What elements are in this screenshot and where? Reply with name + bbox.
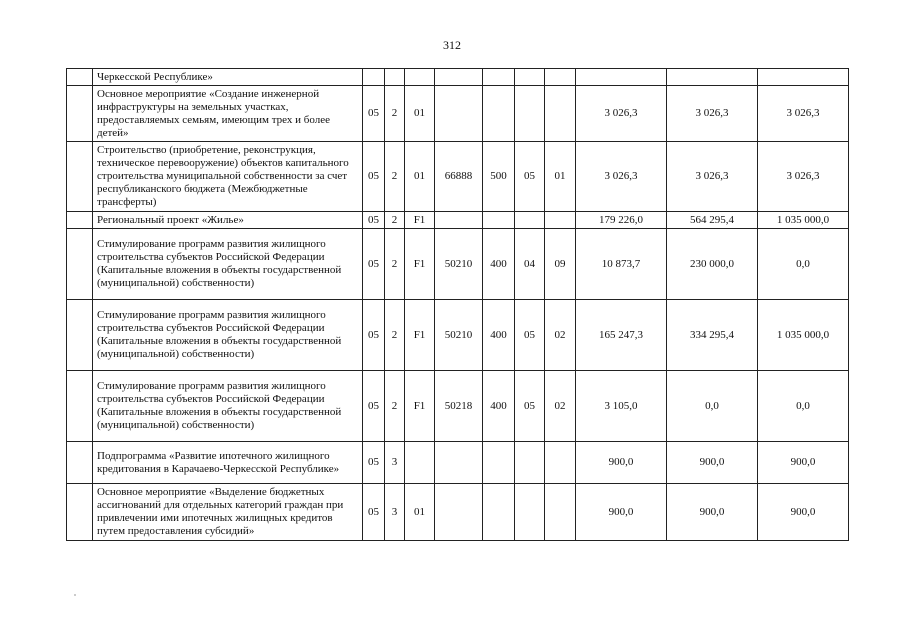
value-cell: 900,0 — [667, 484, 758, 541]
code-cell — [435, 212, 483, 229]
code-cell: 2 — [385, 229, 405, 300]
code-cell: 01 — [405, 86, 435, 142]
value-cell: 1 035 000,0 — [758, 212, 849, 229]
table-row — [67, 69, 849, 86]
row-number-cell — [67, 229, 93, 300]
value-cell — [576, 69, 667, 86]
code-cell — [363, 69, 385, 86]
name-cell: Основное мероприятие «Создание инженерной инфраструктуры на земельных участках, предоставляемых семьям, имеющим трех и более детей» — [93, 86, 363, 142]
code-cell: 400 — [483, 300, 515, 371]
code-cell: 400 — [483, 371, 515, 442]
value-cell — [758, 69, 849, 86]
code-cell — [405, 442, 435, 484]
table-row — [67, 142, 849, 212]
code-cell: F1 — [405, 229, 435, 300]
code-cell: 05 — [363, 86, 385, 142]
table-row — [67, 212, 849, 229]
code-cell: F1 — [405, 300, 435, 371]
value-cell: 1 035 000,0 — [758, 300, 849, 371]
code-cell: 2 — [385, 371, 405, 442]
code-cell: 500 — [483, 142, 515, 212]
row-number-cell — [67, 212, 93, 229]
row-number-cell — [67, 69, 93, 86]
row-number-cell — [67, 371, 93, 442]
table-row — [67, 229, 849, 300]
code-cell: 05 — [363, 300, 385, 371]
value-cell: 3 026,3 — [576, 142, 667, 212]
code-cell — [435, 69, 483, 86]
code-cell — [515, 484, 545, 541]
code-cell — [483, 86, 515, 142]
code-cell: 2 — [385, 142, 405, 212]
code-cell: 05 — [363, 371, 385, 442]
code-cell — [515, 86, 545, 142]
code-cell: 50210 — [435, 300, 483, 371]
code-cell: F1 — [405, 212, 435, 229]
name-cell: Региональный проект «Жилье» — [93, 212, 363, 229]
value-cell: 10 873,7 — [576, 229, 667, 300]
code-cell: 05 — [363, 212, 385, 229]
code-cell: 05 — [515, 300, 545, 371]
code-cell: 02 — [545, 371, 576, 442]
code-cell — [483, 442, 515, 484]
value-cell: 0,0 — [758, 371, 849, 442]
value-cell: 900,0 — [576, 442, 667, 484]
code-cell — [435, 442, 483, 484]
table-row — [67, 86, 849, 142]
name-cell: Основное мероприятие «Выделение бюджетных ассигнований для отдельных категорий граждан при привлечении ими ипотечных жилищных кредитов путем предоставления субсидий» — [93, 484, 363, 541]
value-cell: 900,0 — [667, 442, 758, 484]
value-cell: 3 026,3 — [758, 86, 849, 142]
code-cell: 05 — [363, 142, 385, 212]
table-row — [67, 442, 849, 484]
value-cell: 3 105,0 — [576, 371, 667, 442]
value-cell: 0,0 — [667, 371, 758, 442]
code-cell: 05 — [515, 371, 545, 442]
code-cell — [483, 484, 515, 541]
name-cell: Черкесской Республике» — [93, 69, 363, 86]
code-cell: 01 — [405, 484, 435, 541]
code-cell: 02 — [545, 300, 576, 371]
code-cell: 2 — [385, 300, 405, 371]
row-number-cell — [67, 142, 93, 212]
name-cell: Стимулирование программ развития жилищного строительства субъектов Российской Федерации (Капитальные вложения в объекты государственной (муниципальной) собственности) — [93, 229, 363, 300]
code-cell: 05 — [363, 484, 385, 541]
row-number-cell — [67, 300, 93, 371]
code-cell — [545, 212, 576, 229]
name-cell: Стимулирование программ развития жилищного строительства субъектов Российской Федерации (Капитальные вложения в объекты государственной (муниципальной) собственности) — [93, 371, 363, 442]
value-cell: 0,0 — [758, 229, 849, 300]
code-cell — [545, 86, 576, 142]
value-cell: 3 026,3 — [758, 142, 849, 212]
code-cell: 3 — [385, 484, 405, 541]
code-cell — [545, 69, 576, 86]
table-row — [67, 300, 849, 371]
value-cell: 334 295,4 — [667, 300, 758, 371]
table-row — [67, 371, 849, 442]
code-cell: 3 — [385, 442, 405, 484]
value-cell: 900,0 — [576, 484, 667, 541]
code-cell: 09 — [545, 229, 576, 300]
code-cell: F1 — [405, 371, 435, 442]
code-cell — [545, 442, 576, 484]
value-cell: 3 026,3 — [667, 86, 758, 142]
code-cell: 01 — [545, 142, 576, 212]
code-cell — [385, 69, 405, 86]
budget-table — [66, 68, 849, 541]
code-cell: 400 — [483, 229, 515, 300]
row-number-cell — [67, 86, 93, 142]
value-cell: 165 247,3 — [576, 300, 667, 371]
row-number-cell — [67, 442, 93, 484]
code-cell — [405, 69, 435, 86]
code-cell — [483, 69, 515, 86]
code-cell: 50210 — [435, 229, 483, 300]
value-cell: 179 226,0 — [576, 212, 667, 229]
name-cell: Подпрограмма «Развитие ипотечного жилищного кредитования в Карачаево-Черкесской Республике» — [93, 442, 363, 484]
value-cell: 3 026,3 — [576, 86, 667, 142]
code-cell: 05 — [363, 229, 385, 300]
code-cell: 2 — [385, 212, 405, 229]
code-cell: 50218 — [435, 371, 483, 442]
value-cell: 900,0 — [758, 484, 849, 541]
code-cell — [435, 86, 483, 142]
code-cell: 2 — [385, 86, 405, 142]
value-cell: 3 026,3 — [667, 142, 758, 212]
page-number: 312 — [443, 38, 461, 52]
code-cell — [515, 212, 545, 229]
value-cell: 564 295,4 — [667, 212, 758, 229]
code-cell: 01 — [405, 142, 435, 212]
code-cell — [483, 212, 515, 229]
code-cell — [515, 69, 545, 86]
code-cell: 05 — [515, 142, 545, 212]
code-cell — [545, 484, 576, 541]
name-cell: Стимулирование программ развития жилищного строительства субъектов Российской Федерации (Капитальные вложения в объекты государственной (муниципальной) собственности) — [93, 300, 363, 371]
code-cell — [435, 484, 483, 541]
value-cell: 230 000,0 — [667, 229, 758, 300]
code-cell: 04 — [515, 229, 545, 300]
name-cell: Строительство (приобретение, реконструкция, техническое перевооружение) объектов капитального строительства муниципальной собственности за счет республиканского бюджета (Межбюджетные трансферты) — [93, 142, 363, 212]
code-cell — [515, 442, 545, 484]
table-row — [67, 484, 849, 541]
code-cell: 05 — [363, 442, 385, 484]
value-cell: 900,0 — [758, 442, 849, 484]
value-cell — [667, 69, 758, 86]
row-number-cell — [67, 484, 93, 541]
code-cell: 66888 — [435, 142, 483, 212]
scan-speck — [74, 594, 76, 596]
